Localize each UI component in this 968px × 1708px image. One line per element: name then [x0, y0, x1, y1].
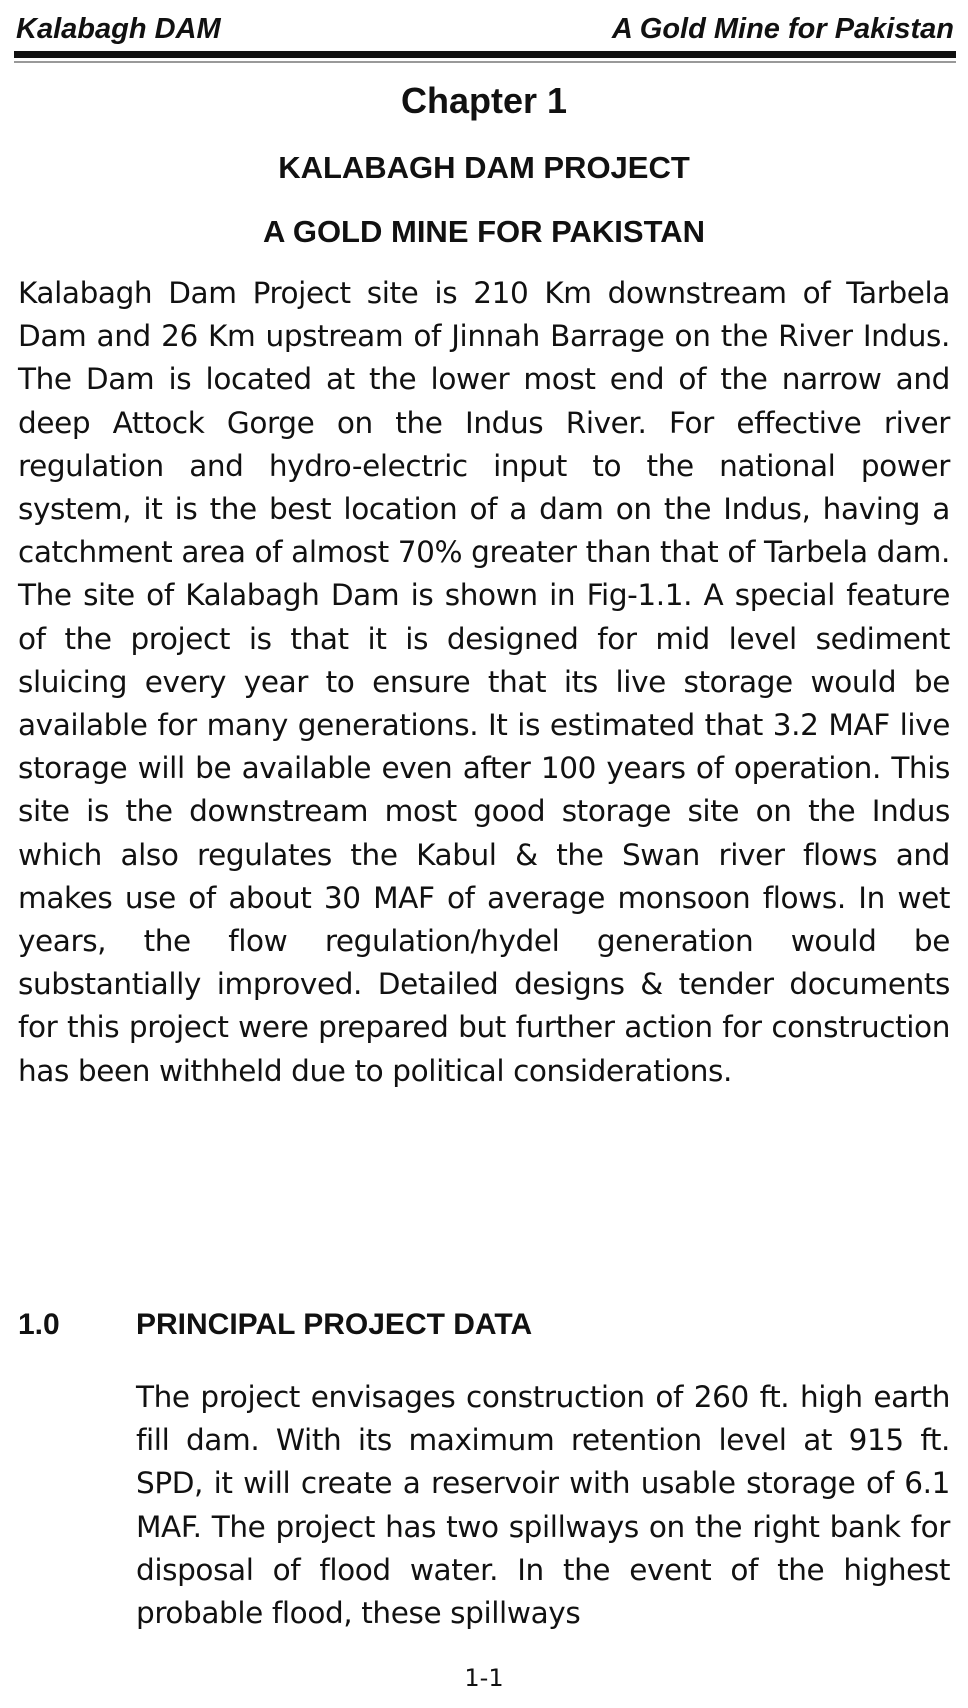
page-number: 1-1	[464, 1664, 504, 1692]
running-header	[16, 6, 954, 46]
chapter-label: Chapter 1	[400, 80, 568, 121]
intro-paragraph: Kalabagh Dam Project site is 210 Km downstream of Tarbela Dam and 26 Km upstream of Jinnah Barrage on the River Indus. The Dam is located at the lower most end of the narrow and deep Attock Gorge on the Indus River. For effective river regulation and hydro-electric input to the national power system, it is the best location of a dam on the Indus, having a catchment area of almost 70% greater than that of Tarbela dam. The site of Kalabagh Dam is shown in Fig-1.1. A special feature of the project is that it is designed for mid level sediment sluicing every year to ensure that its live storage would be available for many generations. It is estimated that 3.2 MAF live storage will be available even after 100 years of operation. This site is the downstream most good storage site on the Indus which also regulates the Kabul & the Swan river flows and makes use of about 30 MAF of average monsoon flows. In wet years, the flow regulation/hydel generation would be substantially improved. Detailed designs & tender documents for this project were prepared but further action for construction has been withheld due to political considerations.	[18, 276, 950, 1088]
header-rule-shadow	[14, 61, 956, 63]
header-right-title: A Gold Mine for Pakistan	[611, 13, 954, 45]
header-rule	[14, 51, 956, 58]
section-number: 1.0	[18, 1308, 60, 1341]
chapter-title-line-2: A GOLD MINE FOR PAKISTAN	[262, 214, 706, 249]
section-title: PRINCIPAL PROJECT DATA	[136, 1308, 533, 1341]
section-heading	[18, 1308, 950, 1342]
section-paragraph: The project envisages construction of 260 ft. high earth fill dam. With its maximum retention level at 915 ft. SPD, it will create a reservoir with usable storage of 6.1 MAF. The project has two spillways on the right bank for disposal of flood water. In the event of the highest probable flood, these spillways	[136, 1380, 950, 1631]
chapter-title-line-1: KALABAGH DAM PROJECT	[278, 150, 690, 185]
header-left-title: Kalabagh DAM	[16, 13, 221, 45]
